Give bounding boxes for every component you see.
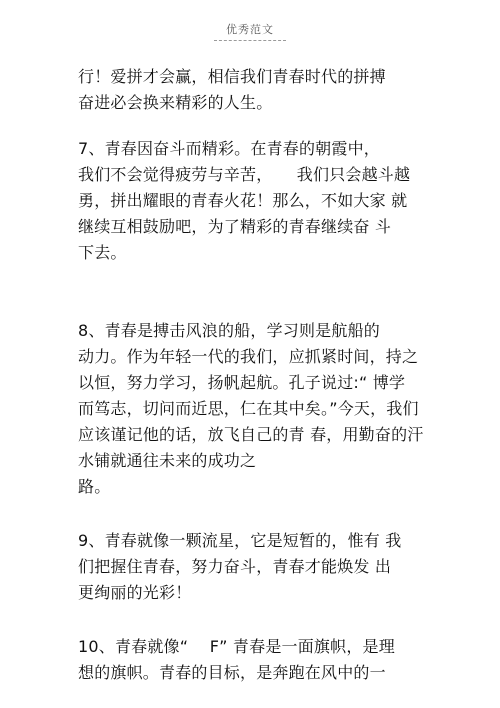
- paragraph-line: 行！爱拼才会赢，相信我们青春时代的拼搏: [78, 67, 386, 86]
- paragraph-line: 水铺就通往未来的成功之: [78, 451, 257, 470]
- paragraph-line: 下去。: [78, 243, 127, 262]
- paragraph-line: 8、青春是搏击风浪的船，学习则是航船的: [78, 321, 380, 340]
- paragraph-line: 7、青春因奋斗而精彩。在青春的朝霞中，: [78, 139, 380, 158]
- paragraph-line: 10、青春就像“ F” 青春是一面旗帜，是理: [78, 637, 395, 656]
- paragraph-5: [78, 634, 438, 686]
- paragraph-3: [78, 318, 438, 500]
- paragraph-line: 我们不会觉得疲劳与辛苦， 我们只会越斗越: [78, 165, 411, 184]
- paragraph-line: 继续互相鼓励吧，为了精彩的青春继续奋 斗: [78, 217, 392, 236]
- document-body: [78, 64, 438, 686]
- paragraph-line: 9、青春就像一颗流星，它是短暂的，惟有 我: [78, 531, 402, 550]
- paragraph-line: 路。: [78, 477, 111, 496]
- paragraph-line: 而笃志，切问而近思，仁在其中矣。”今天，我们: [78, 399, 419, 418]
- paragraph-2: [78, 136, 438, 266]
- paragraph-line: 想的旗帜。青春的目标，是奔跑在风中的一: [78, 663, 386, 682]
- paragraph-line: 奋进必会换来精彩的人生。: [78, 93, 273, 112]
- paragraph-line: 更绚丽的光彩！: [78, 583, 192, 602]
- paragraph-line: 动力。作为年轻一代的我们，应抓紧时间，持之: [78, 347, 419, 366]
- paragraph-1: [78, 64, 438, 116]
- paragraph-line: 应该谨记他的话，放飞自己的青 春，用勤奋的汗: [78, 425, 424, 444]
- page-header: [0, 18, 500, 41]
- paragraph-line: 勇，拼出耀眼的青春火花！那么，不如大家 就: [78, 191, 408, 210]
- header-title: 优秀范文: [214, 21, 286, 41]
- paragraph-line: 以恒，努力学习，扬帆起航。孔子说过:“ 博学: [78, 373, 406, 392]
- paragraph-4: [78, 528, 438, 606]
- paragraph-line: 们把握住青春，努力奋斗，青春才能焕发 出: [78, 557, 392, 576]
